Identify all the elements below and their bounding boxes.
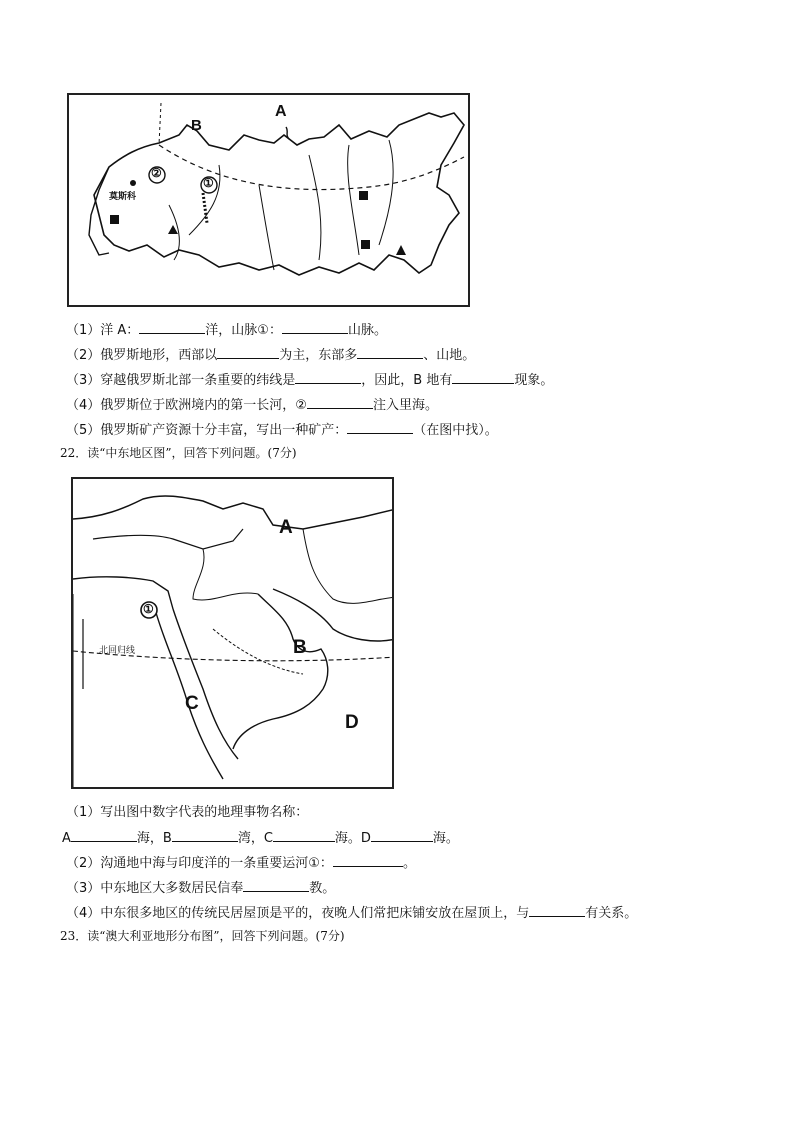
mineral-square-icon [361,240,370,249]
turkey-border [93,529,243,549]
q21-item-1: （1）洋 A： 洋，山脉①： 山脉。 [66,323,387,338]
coastline [73,496,394,529]
q21-item-2: （2）俄罗斯地形，西部以 为主，东部多 、山地。 [66,348,476,363]
q22-item-3: （3）中东地区大多数居民信奉 教。 [66,881,336,896]
mineral-square-icon [110,215,119,224]
map1-label-circle2: ② [151,166,162,180]
map1-label-a: A [275,103,287,120]
q22-item-4: （4）中东很多地区的传统民居屋顶是平的，夜晚人们常把床铺安放在屋顶上，与 有关系。 [66,906,638,921]
answer-blank[interactable] [307,396,373,409]
dashed-line [159,103,161,145]
mineral-square-icon [359,191,368,200]
map1-label-circle1: ① [203,176,214,190]
q21-item-5: （5）俄罗斯矿产资源十分丰富，写出一种矿产： （在图中找）。 [66,423,498,438]
answer-blank[interactable] [347,421,413,434]
middle-east-map-drawing [73,479,394,789]
russia-outline [94,113,464,275]
q22-item-2: （2）沟通地中海与印度洋的一条重要运河①： 。 [66,856,416,871]
map1-label-b: B [191,117,202,134]
map2-label-a: A [279,517,293,538]
answer-blank[interactable] [333,854,403,867]
answer-blank[interactable] [172,829,238,842]
answer-blank[interactable] [371,829,433,842]
q21-item-3: （3）穿越俄罗斯北部一条重要的纬线是 ，因此，B 地有 现象。 [66,373,554,388]
answer-blank[interactable] [71,829,137,842]
answer-blank[interactable] [217,346,279,359]
answer-blank[interactable] [273,829,335,842]
q22-heading: 22．读“中东地区图”，回答下列问题。(7分) [60,446,297,460]
russia-river [379,140,393,245]
answer-blank[interactable] [529,904,585,917]
red-sea-east-coast [173,609,238,759]
mineral-triangle-icon [168,225,178,234]
middle-east-map [71,477,394,789]
map2-label-b: B [293,637,307,658]
map2-label-circle1: ① [143,602,154,616]
answer-blank[interactable] [295,371,361,384]
answer-blank[interactable] [357,346,423,359]
russia-map [67,93,470,307]
mediterranean-coast [73,577,173,609]
q23-heading: 23．读“澳大利亚地形分布图”，回答下列问题。(7分) [60,929,345,943]
answer-blank[interactable] [243,879,309,892]
answer-blank[interactable] [452,371,514,384]
map2-label-d: D [345,712,359,733]
answer-blank[interactable] [282,321,348,334]
border [193,549,258,600]
russia-river [309,155,321,260]
map1-label-moscow: 莫斯科 [109,192,137,202]
arabian-sea-coast [233,689,323,749]
q22-item-1-answers: A 海，B 湾，C 海。D 海。 [62,831,459,846]
russia-river [348,145,359,255]
q21-item-4: （4）俄罗斯位于欧洲境内的第一长河，② 注入里海。 [66,398,438,413]
border [303,529,394,603]
map2-label-c: C [185,693,199,714]
q22-item-1: （1）写出图中数字代表的地理事物名称： [66,805,309,820]
answer-blank[interactable] [139,321,205,334]
russia-west-outline [89,167,109,255]
mineral-triangle-icon [396,245,406,255]
moscow-dot [130,180,136,186]
border [213,629,303,674]
russia-river [259,185,274,270]
map2-label-tropic: 北回归线 [99,646,136,656]
